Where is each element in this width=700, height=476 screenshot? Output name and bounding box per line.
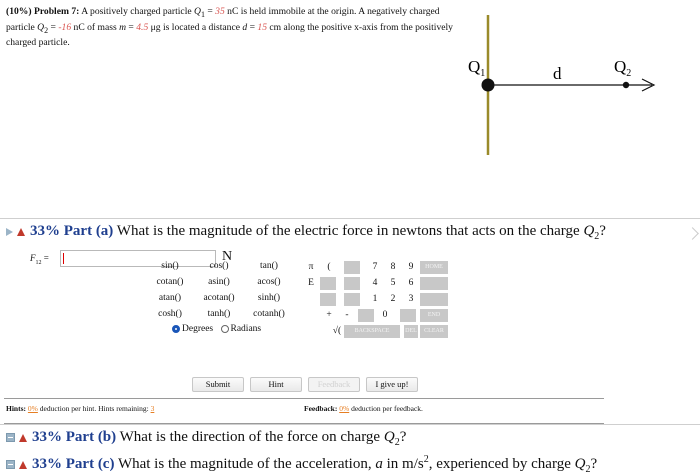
angle-mode: Degrees Radians <box>172 324 261 334</box>
mass-value: 4.5 <box>136 21 149 33</box>
minus-button[interactable]: - <box>345 310 349 320</box>
cotan-button[interactable]: cotan() <box>156 277 184 287</box>
e-button[interactable]: E <box>308 278 314 288</box>
part-a-header[interactable]: 33% Part (a) What is the magnitude of the electric force in newtons that acts on the charge $Q_2$? <box>0 223 700 242</box>
part-c-header[interactable]: 33% Part (c) What is the magnitude of the acceleration, a in $m/s^2$, experienced by charge $Q_2$? <box>0 454 700 475</box>
open-paren-button[interactable]: ( <box>327 262 331 272</box>
d-label: d <box>553 64 562 83</box>
digit-8[interactable]: 8 <box>390 262 396 272</box>
charge-q2 <box>623 82 629 88</box>
tan-button[interactable]: tan() <box>260 261 278 271</box>
nav-key[interactable] <box>420 293 448 306</box>
operator-key[interactable] <box>320 293 336 306</box>
give-up-button[interactable]: I give up! <box>366 377 418 392</box>
warning-icon <box>19 461 27 469</box>
submit-button[interactable]: Submit <box>192 377 244 392</box>
hint-deduction-link[interactable]: 0% <box>27 404 38 413</box>
sqrt-button[interactable]: √( <box>332 326 342 336</box>
charge-q1 <box>482 79 495 92</box>
digit-3[interactable]: 3 <box>408 294 414 304</box>
text-cursor <box>63 253 64 264</box>
q1-value: 35 <box>215 6 225 17</box>
operator-key[interactable] <box>344 293 360 306</box>
cos-button[interactable]: cos() <box>209 261 229 271</box>
digit-7[interactable]: 7 <box>372 262 378 272</box>
acotan-button[interactable]: acotan() <box>203 293 235 303</box>
backspace-button[interactable]: BACKSPACE <box>344 325 400 338</box>
digit-2[interactable]: 2 <box>390 294 396 304</box>
feedback-deduction-link[interactable]: 0% <box>339 404 350 413</box>
del-button[interactable]: DEL <box>404 325 418 338</box>
warning-icon <box>17 228 25 236</box>
home-button[interactable]: HOME <box>420 261 448 274</box>
pi-button[interactable]: π <box>308 262 314 272</box>
close-paren-key[interactable] <box>344 261 360 274</box>
radians-radio[interactable] <box>221 325 229 333</box>
end-button[interactable]: END <box>420 309 448 322</box>
sin-button[interactable]: sin() <box>161 261 179 271</box>
hints-bar <box>4 398 604 424</box>
operator-key[interactable] <box>320 277 336 290</box>
q2-value: -16 <box>58 21 72 33</box>
acos-button[interactable]: acos() <box>257 277 281 287</box>
cotanh-button[interactable]: cotanh() <box>253 309 285 319</box>
warning-icon <box>19 434 27 442</box>
hint-button[interactable]: Hint <box>250 377 302 392</box>
operator-key[interactable] <box>400 309 416 322</box>
digit-1[interactable]: 1 <box>372 294 378 304</box>
distance-value: 15 <box>257 21 267 33</box>
digit-0[interactable]: 0 <box>382 310 388 320</box>
operator-key[interactable] <box>358 309 374 322</box>
asin-button[interactable]: asin() <box>208 277 230 287</box>
charge-diagram <box>440 10 690 160</box>
feedback-button[interactable]: Feedback <box>308 377 360 392</box>
q1-label: $Q_1$ <box>468 57 486 79</box>
hints-remaining-link[interactable]: 3 <box>150 404 155 413</box>
operator-key[interactable] <box>344 277 360 290</box>
sinh-button[interactable]: sinh() <box>257 293 281 303</box>
digit-9[interactable]: 9 <box>408 262 414 272</box>
collapse-icon[interactable] <box>6 460 15 469</box>
tanh-button[interactable]: tanh() <box>207 309 231 319</box>
clear-button[interactable]: CLEAR <box>420 325 448 338</box>
unit-label: N <box>222 249 233 264</box>
problem-statement: (10%) Problem 7: A positively charged particle $Q_1 = 35$ nC is held immobile at the origin. A negatively charged particle $Q_2 = -16$ nC of mass m = 4.5 μg is located a distance d = 15 cm along the positive x-axis from the positively charged particle. <box>6 6 453 48</box>
feedback-info: Feedback: 0% deduction per feedback. <box>304 404 423 413</box>
degrees-radio[interactable] <box>172 325 180 333</box>
digit-6[interactable]: 6 <box>408 278 414 288</box>
part-b-header[interactable]: 33% Part (b) What is the direction of the force on charge $Q_2$? <box>0 429 700 448</box>
collapse-icon[interactable] <box>6 433 15 442</box>
expand-icon[interactable] <box>6 228 13 236</box>
answer-label: $F_{12}$ = <box>30 253 49 266</box>
calculator-keypad <box>148 258 462 389</box>
digit-5[interactable]: 5 <box>390 278 396 288</box>
plus-button[interactable]: + <box>326 310 332 320</box>
nav-key[interactable] <box>420 277 448 290</box>
digit-4[interactable]: 4 <box>372 278 378 288</box>
hints-info: Hints: 0% deduction per hint. Hints remaining: 3 <box>6 404 155 413</box>
cosh-button[interactable]: cosh() <box>158 309 182 319</box>
q2-label: $Q_2$ <box>614 57 632 79</box>
atan-button[interactable]: atan() <box>158 293 182 303</box>
problem-number: (10%) Problem 7: <box>6 6 80 17</box>
